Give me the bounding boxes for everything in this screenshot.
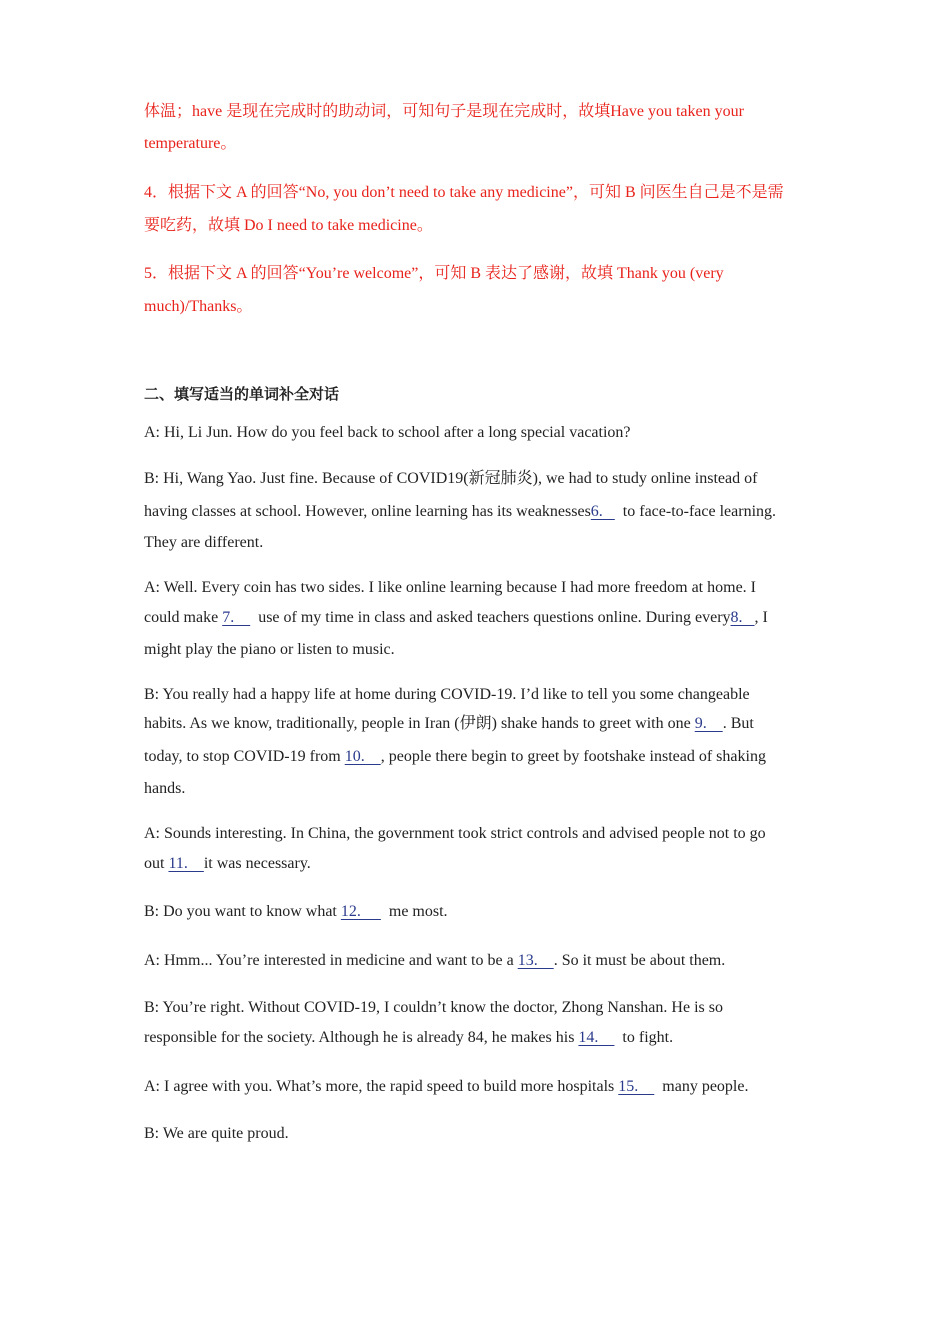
answer-4-line-2: 要吃药，故填 Do I need to take medicine。 (144, 217, 433, 234)
dialogue-text: A: Hmm... You’re interested in medicine and want to be a (144, 952, 518, 969)
dialogue-line: A: Hi, Li Jun. How do you feel back to school after a long special vacation? (144, 424, 631, 441)
dialogue-line (144, 714, 754, 734)
blank-6: 6. (590, 503, 615, 520)
blank-12: 12. (340, 903, 381, 920)
dialogue-text: out (144, 855, 169, 872)
dialogue-line (144, 902, 448, 922)
dialogue-line: might play the piano or listen to music. (144, 641, 395, 658)
dialogue-text: today, to stop COVID-19 from (144, 748, 345, 765)
dialogue-line (144, 502, 776, 522)
dialogue-line: They are different. (144, 534, 264, 551)
dialogue-line (144, 1028, 673, 1048)
dialogue-text: , people there begin to greet by footshake instead of shaking (380, 748, 766, 765)
dialogue-line (144, 1077, 748, 1097)
dialogue-line: hands. (144, 780, 186, 797)
dialogue-line: A: Sounds interesting. In China, the government took strict controls and advised people not to go (144, 825, 766, 842)
dialogue-text: . But (722, 715, 754, 732)
dialogue-line: A: Well. Every coin has two sides. I like online learning because I had more freedom at home. I (144, 579, 756, 596)
dialogue-line (144, 854, 311, 874)
answer-3-line-2: temperature。 (144, 135, 237, 152)
dialogue-line: B: We are quite proud. (144, 1125, 289, 1142)
blank-11: 11. (168, 855, 204, 872)
blank-8: 8. (730, 609, 755, 626)
dialogue-line: B: You’re right. Without COVID-19, I couldn’t know the doctor, Zhong Nanshan. He is so (144, 999, 723, 1016)
dialogue-line: B: Hi, Wang Yao. Just fine. Because of COVID19(新冠肺炎), we had to study online instead of (144, 470, 758, 487)
blank-15: 15. (618, 1078, 655, 1095)
dialogue-text: could make (144, 609, 223, 626)
answer-5-line-1: 5．根据下文 A 的回答“You’re welcome”，可知 B 表达了感谢，故填 Thank you (very (144, 265, 724, 282)
answer-4-line-1: 4．根据下文 A 的回答“No, you don’t need to take any medicine”，可知 B 问医生自己是不是需 (144, 184, 784, 201)
answer-5-line-2: much)/Thanks。 (144, 298, 253, 315)
blank-13: 13. (517, 952, 554, 969)
blank-7: 7. (222, 609, 251, 626)
dialogue-line (144, 608, 768, 628)
dialogue-text: it was necessary. (203, 855, 311, 872)
dialogue-text: to face-to-face learning. (614, 503, 777, 520)
blank-14: 14. (578, 1029, 615, 1046)
dialogue-text: responsible for the society. Although he is already 84, he makes his (144, 1029, 579, 1046)
dialogue-line (144, 747, 766, 767)
dialogue-line: B: You really had a happy life at home during COVID-19. I’d like to tell you some changeable (144, 686, 750, 703)
dialogue-text: , I (754, 609, 768, 626)
dialogue-text: habits. As we know, traditionally, people in Iran (伊朗) shake hands to greet with one (144, 715, 695, 732)
dialogue-text: to fight. (614, 1029, 674, 1046)
blank-9: 9. (694, 715, 723, 732)
answer-3-line-1: 体温；have 是现在完成时的助动词，可知句子是现在完成时，故填Have you taken your (144, 103, 744, 120)
blank-10: 10. (344, 748, 381, 765)
dialogue-line (144, 951, 725, 971)
dialogue-text: . So it must be about them. (553, 952, 726, 969)
dialogue-text: B: Do you want to know what (144, 903, 341, 920)
dialogue-text: having classes at school. However, online learning has its weaknesses (144, 503, 591, 520)
dialogue-text: me most. (380, 903, 448, 920)
dialogue-text: many people. (654, 1078, 749, 1095)
dialogue-text: A: I agree with you. What’s more, the rapid speed to build more hospitals (144, 1078, 619, 1095)
dialogue-text: use of my time in class and asked teachers questions online. During every (250, 609, 731, 626)
section-title: 二、填写适当的单词补全对话 (144, 385, 340, 403)
